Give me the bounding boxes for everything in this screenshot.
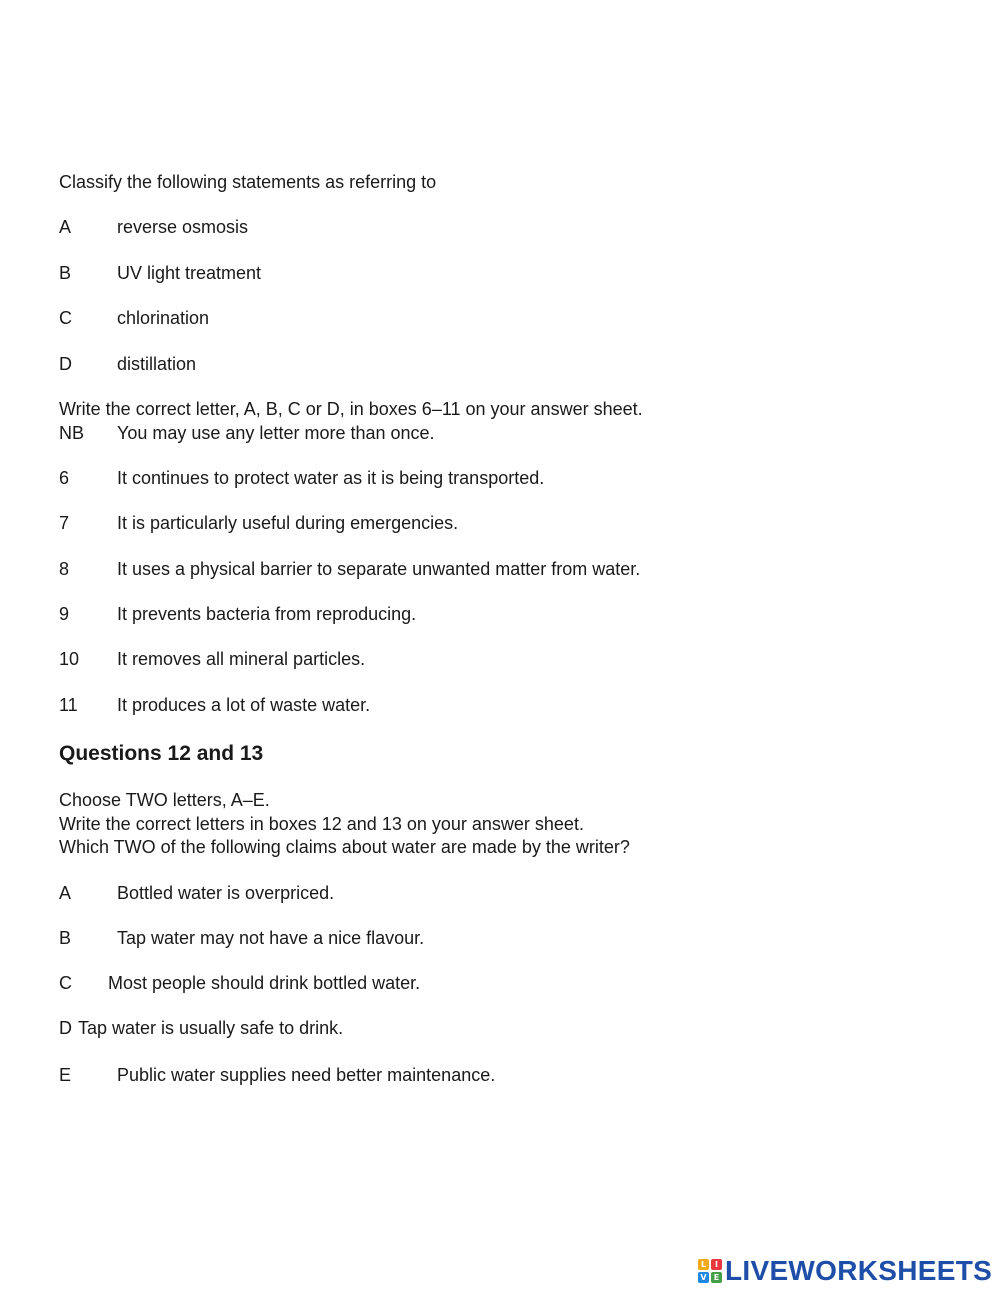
option-letter: C [59,308,72,328]
logo-block: E [711,1272,722,1283]
option-text: distillation [117,354,197,374]
option-text: reverse osmosis [117,217,249,237]
statement-text: It continues to protect water as it is being transported. [117,468,545,488]
claim-letter: E [59,1065,72,1085]
nb-text: You may use any letter more than once. [117,423,435,443]
section-heading: Questions 12 and 13 [59,742,264,765]
option-letter: B [59,263,72,283]
claim-text: Public water supplies need better maintenance. [117,1065,496,1085]
statement-text: It removes all mineral particles. [117,649,366,669]
statement-text: It is particularly useful during emergencies. [117,513,459,533]
logo-block: V [698,1272,709,1283]
claim-letter: A [59,883,72,903]
claim-text: Bottled water is overpriced. [117,883,335,903]
write-instruction: Write the correct letters in boxes 12 and 13 on your answer sheet. [59,814,584,834]
option-text: UV light treatment [117,263,262,283]
statement-number: 10 [59,649,80,669]
claim-text: Most people should drink bottled water. [108,973,421,993]
claim-text: Tap water may not have a nice flavour. [117,928,425,948]
liveworksheets-logo[interactable] [698,1256,992,1286]
logo-block: I [711,1259,722,1270]
instruction-text: Write the correct letter, A, B, C or D, in boxes 6–11 on your answer sheet. [59,399,643,419]
statement-number: 11 [59,695,78,715]
statement-text: It prevents bacteria from reproducing. [117,604,417,624]
logo-text: LIVEWORKSHEETS [725,1255,993,1286]
statement-text: It produces a lot of waste water. [117,695,371,715]
claim-text: Tap water is usually safe to drink. [78,1018,344,1038]
option-letter: A [59,217,72,237]
claim-row [59,1017,343,1039]
intro-text: Classify the following statements as referring to [59,172,437,192]
statement-number: 8 [59,559,70,579]
claim-letter: D [59,1018,72,1038]
statement-number: 9 [59,604,70,624]
statement-number: 7 [59,513,70,533]
option-letter: D [59,354,72,374]
logo-block: L [698,1259,709,1270]
statement-number: 6 [59,468,70,488]
statement-text: It uses a physical barrier to separate unwanted matter from water. [117,559,641,579]
question-text: Which TWO of the following claims about water are made by the writer? [59,837,630,857]
nb-label: NB [59,423,85,443]
choose-instruction: Choose TWO letters, A–E. [59,790,270,810]
claim-letter: B [59,928,72,948]
logo-blocks-icon [698,1259,722,1283]
option-text: chlorination [117,308,210,328]
claim-letter: C [59,973,72,993]
